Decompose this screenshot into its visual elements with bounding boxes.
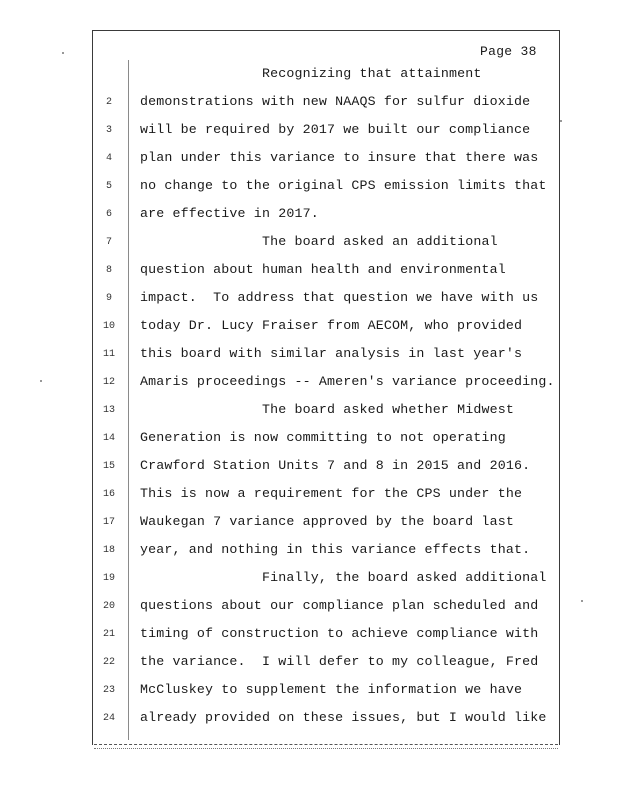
line-text: today Dr. Lucy Fraiser from AECOM, who provided	[140, 318, 523, 333]
line-text: no change to the original CPS emission limits that	[140, 178, 547, 193]
transcript-line	[0, 150, 618, 176]
line-text: plan under this variance to insure that there was	[140, 150, 539, 165]
transcript-line	[0, 710, 618, 736]
line-number: 11	[102, 349, 115, 360]
line-text: McCluskey to supplement the information we have	[140, 682, 523, 697]
line-text: questions about our compliance plan scheduled and	[140, 598, 539, 613]
line-number: 12	[102, 377, 115, 388]
line-number: 24	[102, 713, 115, 724]
transcript-line	[0, 542, 618, 568]
line-text: timing of construction to achieve compliance with	[140, 626, 539, 641]
line-text: The board asked whether Midwest	[262, 402, 515, 417]
transcript-line	[0, 66, 618, 92]
transcript-line	[0, 514, 618, 540]
line-number: 6	[105, 209, 112, 220]
line-text: this board with similar analysis in last year's	[140, 346, 523, 361]
line-text: Crawford Station Units 7 and 8 in 2015 and 2016.	[140, 458, 531, 473]
line-number: 21	[102, 629, 115, 640]
line-number: 18	[102, 545, 115, 556]
transcript-line	[0, 682, 618, 708]
transcript-line	[0, 486, 618, 512]
line-text: will be required by 2017 we built our compliance	[140, 122, 531, 137]
bottom-rule	[94, 744, 558, 745]
line-number: 8	[105, 265, 112, 276]
transcript-line	[0, 178, 618, 204]
transcript-line	[0, 654, 618, 680]
line-text: the variance. I will defer to my colleague, Fred	[140, 654, 539, 669]
line-number: 17	[102, 517, 115, 528]
line-number: 20	[102, 601, 115, 612]
line-text: are effective in 2017.	[140, 206, 319, 221]
line-text: demonstrations with new NAAQS for sulfur dioxide	[140, 94, 531, 109]
line-number: 14	[102, 433, 115, 444]
transcript-line	[0, 290, 618, 316]
line-text: Finally, the board asked additional	[262, 570, 547, 585]
transcript-line	[0, 234, 618, 260]
line-number: 10	[102, 321, 115, 332]
scan-speck	[560, 120, 562, 122]
transcript-line	[0, 346, 618, 372]
line-text: year, and nothing in this variance effects that.	[140, 542, 531, 557]
line-number: 16	[102, 489, 115, 500]
line-number: 5	[105, 181, 112, 192]
line-number: 9	[105, 293, 112, 304]
line-number: 13	[102, 405, 115, 416]
line-text: impact. To address that question we have with us	[140, 290, 539, 305]
line-text: This is now a requirement for the CPS under the	[140, 486, 523, 501]
line-text: Amaris proceedings -- Ameren's variance proceeding.	[140, 374, 555, 389]
transcript-line	[0, 402, 618, 428]
transcript-line	[0, 374, 618, 400]
line-text: The board asked an additional	[262, 234, 498, 249]
transcript-line	[0, 262, 618, 288]
line-number: 15	[102, 461, 115, 472]
transcript-line	[0, 458, 618, 484]
transcript-line	[0, 122, 618, 148]
scan-speck	[40, 380, 42, 382]
transcript-line	[0, 626, 618, 652]
line-number: 7	[105, 237, 112, 248]
line-number: 3	[105, 125, 112, 136]
line-number: 19	[102, 573, 115, 584]
line-number: 23	[102, 685, 115, 696]
bottom-rule-secondary	[94, 748, 558, 749]
transcript-line	[0, 570, 618, 596]
line-text: Recognizing that attainment	[262, 66, 482, 81]
line-number: 2	[105, 97, 112, 108]
line-text: Generation is now committing to not operating	[140, 430, 506, 445]
transcript-line	[0, 94, 618, 120]
page-number: Page 38	[480, 44, 537, 59]
scan-speck	[62, 52, 64, 54]
transcript-line	[0, 430, 618, 456]
transcript-line	[0, 206, 618, 232]
line-text: question about human health and environmental	[140, 262, 506, 277]
transcript-line	[0, 318, 618, 344]
line-number: 22	[102, 657, 115, 668]
transcript-line	[0, 598, 618, 624]
scan-speck	[581, 600, 583, 602]
line-text: already provided on these issues, but I would like	[140, 710, 547, 725]
line-text: Waukegan 7 variance approved by the board last	[140, 514, 514, 529]
line-number: 4	[105, 153, 112, 164]
